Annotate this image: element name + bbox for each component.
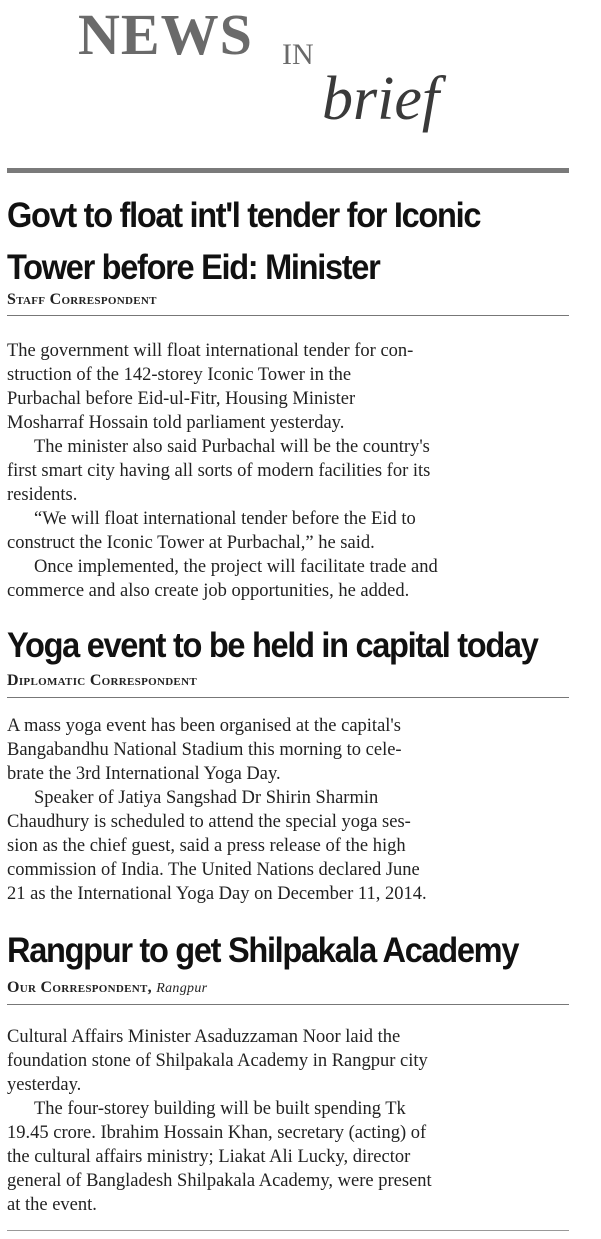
byline-text: Staff Correspondent — [7, 291, 157, 308]
headline-line: Govt to float int'l tender for Iconic — [7, 196, 481, 235]
text-line: foundation stone of Shilpakala Academy in Rangpur city — [7, 1051, 428, 1071]
byline-rule — [7, 697, 569, 698]
text-line: residents. — [7, 485, 78, 505]
paragraph — [7, 1097, 567, 1217]
paragraph — [7, 435, 567, 507]
text-line: commission of India. The United Nations declared June — [7, 860, 420, 880]
headline-line: Tower before Eid: Minister — [7, 248, 380, 287]
text-line: Speaker of Jatiya Sangshad Dr Shirin Sharmin — [34, 788, 379, 808]
paragraph — [7, 339, 567, 435]
text-line: 19.45 crore. Ibrahim Hossain Khan, secretary (acting) of — [7, 1123, 427, 1143]
text-line: 21 as the International Yoga Day on December 11, 2014. — [7, 884, 427, 904]
masthead-news: NEWS — [78, 2, 253, 67]
paragraph — [7, 786, 567, 906]
article-byline-2 — [7, 672, 197, 690]
masthead — [0, 0, 601, 180]
byline-text: Diplomatic Correspondent — [7, 672, 197, 689]
text-line: at the event. — [7, 1195, 97, 1215]
article-byline-1 — [7, 291, 157, 309]
text-line: “We will float international tender before the Eid to — [34, 509, 416, 529]
text-line: A mass yoga event has been organised at the capital's — [7, 716, 401, 736]
paragraph — [7, 714, 567, 786]
article-body-1 — [7, 339, 567, 603]
masthead-brief: brief — [322, 65, 440, 133]
article-headline-2 — [7, 620, 538, 672]
masthead-rule — [7, 168, 569, 173]
text-line: Cultural Affairs Minister Asaduzzaman Noor laid the — [7, 1027, 401, 1047]
text-line: Chaudhury is scheduled to attend the special yoga ses- — [7, 812, 411, 832]
article-body-3 — [7, 1025, 567, 1217]
article-body-2 — [7, 714, 567, 906]
headline-line: Rangpur to get Shilpakala Academy — [7, 931, 519, 970]
byline-rule — [7, 1004, 569, 1005]
text-line: The government will float international tender for con- — [7, 341, 414, 361]
masthead-in: IN — [282, 38, 314, 71]
paragraph — [7, 1025, 567, 1097]
byline-location: Rangpur — [156, 981, 208, 996]
text-line: brate the 3rd International Yoga Day. — [7, 764, 281, 784]
text-line: first smart city having all sorts of modern facilities for its — [7, 461, 431, 481]
paragraph — [7, 555, 567, 603]
text-line: The minister also said Purbachal will be the country's — [34, 437, 430, 457]
text-line: Once implemented, the project will facilitate trade and — [34, 557, 438, 577]
text-line: struction of the 142-storey Iconic Tower in the — [7, 365, 352, 385]
text-line: yesterday. — [7, 1075, 82, 1095]
text-line: construct the Iconic Tower at Purbachal,” he said. — [7, 533, 375, 553]
text-line: commerce and also create job opportunities, he added. — [7, 581, 410, 601]
text-line: Mosharraf Hossain told parliament yesterday. — [7, 413, 345, 433]
text-line: the cultural affairs ministry; Liakat Ali Lucky, director — [7, 1147, 411, 1167]
text-line: general of Bangladesh Shilpakala Academy, were present — [7, 1171, 432, 1191]
text-line: The four-storey building will be built spending Tk — [34, 1099, 406, 1119]
article-headline-1 — [7, 190, 480, 294]
article-headline-3 — [7, 925, 518, 977]
text-line: Purbachal before Eid-ul-Fitr, Housing Minister — [7, 389, 356, 409]
byline-text: Our Correspondent, — [7, 979, 152, 996]
bottom-rule — [7, 1230, 569, 1231]
text-line: Bangabandhu National Stadium this morning to cele- — [7, 740, 402, 760]
article-byline-3 — [7, 979, 207, 997]
text-line: sion as the chief guest, said a press release of the high — [7, 836, 406, 856]
paragraph — [7, 507, 567, 555]
headline-line: Yoga event to be held in capital today — [7, 626, 538, 665]
byline-rule — [7, 315, 569, 316]
